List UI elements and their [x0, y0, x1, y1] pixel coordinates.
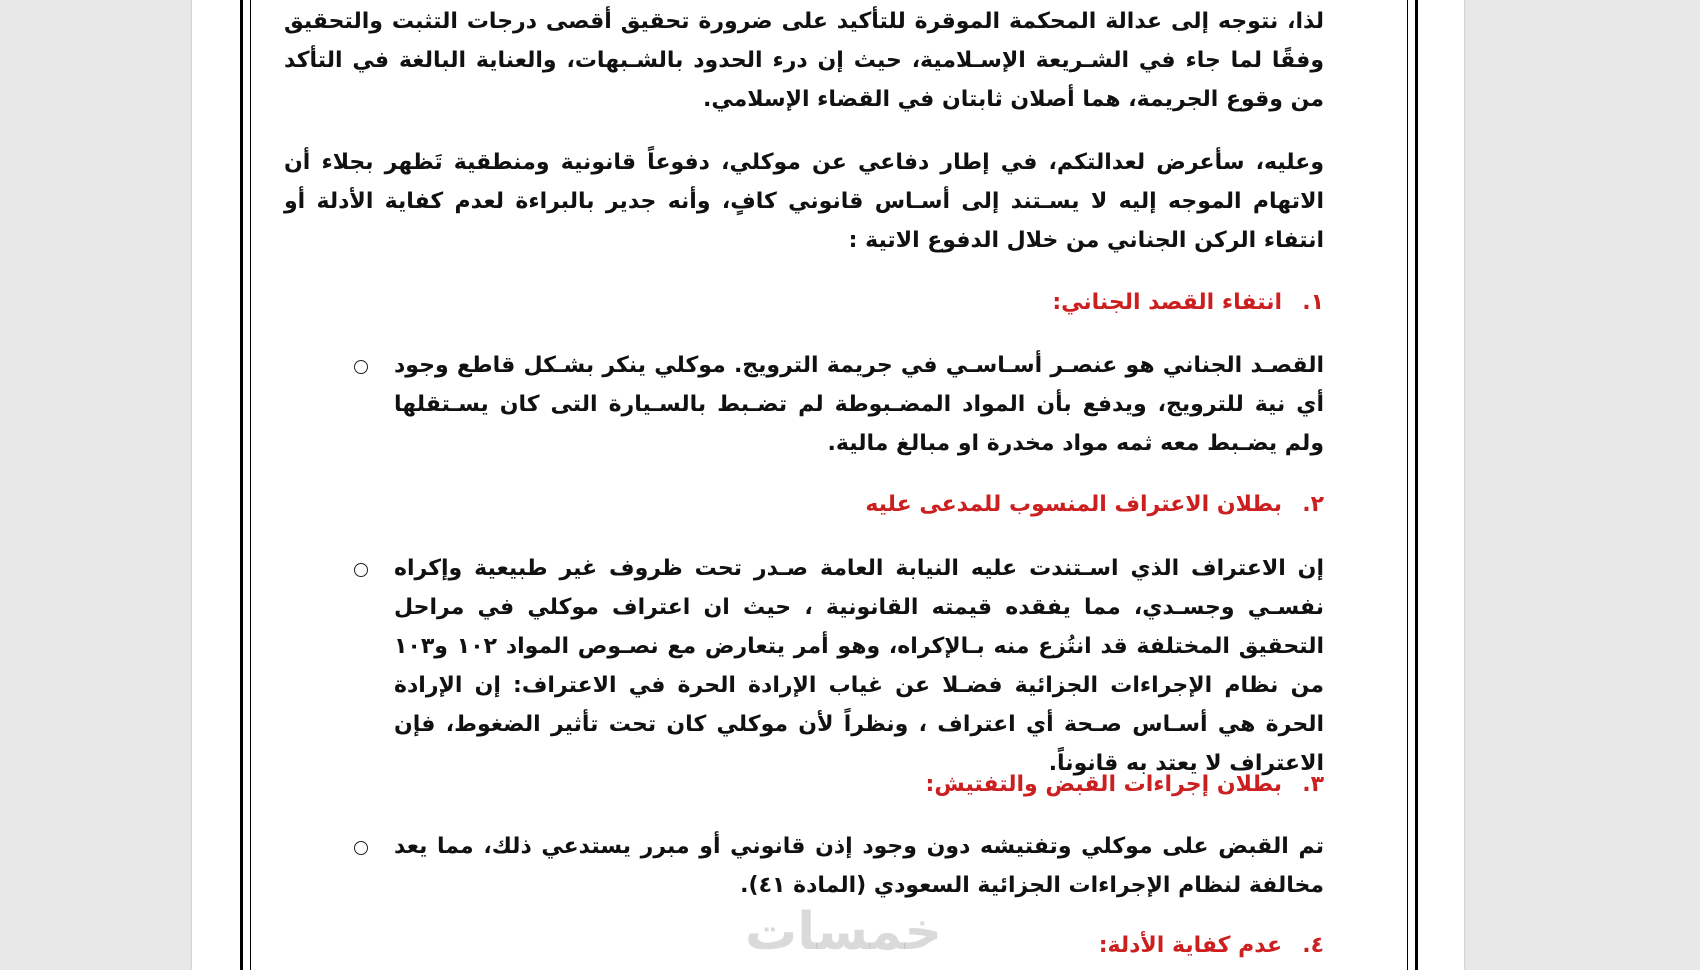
section-title: عدم كفاية الأدلة:	[1098, 933, 1282, 958]
section-number: ٣.	[1302, 772, 1324, 797]
second-paragraph: وعليه، سأعرض لعدالتكم، في إطار دفاعي عن موكلي، دفوعاً قانونية ومنطقية تَظهر بجلاء أن الاتهام الموجه إليه لا يسـتند إلى أسـاس قانوني كافٍ، وأنه جدير بالبراءة لعدم كفاية الأدلة أو انتفاء الركن الجناني من خلال الدفوع الاتية :	[284, 150, 1324, 253]
section-heading-3	[926, 767, 1324, 803]
circle-bullet-icon	[284, 549, 394, 783]
section-number: ٢.	[1302, 492, 1324, 517]
list-item	[284, 549, 1324, 783]
section-number: ١.	[1302, 290, 1324, 315]
section-number: ٤.	[1302, 933, 1324, 958]
list-item	[284, 827, 1324, 905]
section-heading-4	[1099, 928, 1324, 964]
section-title: بطلان إجراءات القبض والتفتيش:	[925, 772, 1282, 797]
section-heading-2	[865, 487, 1324, 523]
circle-bullet-icon	[284, 346, 394, 463]
watermark-logo: خمسات	[745, 902, 943, 962]
document-page	[192, 0, 1464, 970]
section-heading-1	[1052, 285, 1324, 321]
intro-paragraph: لذا، نتوجه إلى عدالة المحكمة الموقرة للتأكيد على ضرورة تحقيق أقصى درجات التثبت والتحقيق وفقًا لما جاء في الشـريعة الإسـلامية، حيث إن درء الحدود بالشـبهات، والعناية البالغة في التأكد من وقوع الجريمة، هما أصلان ثابتان في القضاء الإسلامي.	[284, 9, 1324, 112]
bullet-text: تم القبض على موكلي وتفتيشه دون وجود إذن قانوني أو مبرر يستدعي ذلك، مما يعد مخالفة لنظام الإجراءات الجزائية السعودي (المادة ٤١).	[394, 834, 1324, 898]
section-title: انتفاء القصد الجناني:	[1052, 290, 1282, 315]
list-item	[284, 346, 1324, 463]
section-title: بطلان الاعتراف المنسوب للمدعى عليه	[865, 492, 1282, 517]
bullet-text: القصـد الجناني هو عنصـر أسـاسـي في جريمة الترويج. موكلي ينكر بشـكل قاطع وجود أي نية للترويج، ويدفع بأن المواد المضـبوطة لم تضـبط بالسـيارة التى كان يسـتقلها ولم يضـبط معه ثمه مواد مخدرة او مبالغ مالية.	[394, 353, 1324, 456]
circle-bullet-icon	[284, 827, 394, 905]
bullet-text: إن الاعتراف الذي اسـتندت عليه النيابة العامة صـدر تحت ظروف غير طبيعية وإكراه نفسـي وجسـدي، مما يفقده قيمته القانونية ، حيث ان اعتراف موكلي في مراحل التحقيق المختلفة قد انتُزع منه بـالإكراه، وهو أمر يتعارض مع نصـوص المواد ١٠٢ و١٠٣ من نظام الإجراءات الجزائية فضـلا عن غياب الإرادة الحرة في الاعتراف: إن الإرادة الحرة هي أسـاس صـحة أي اعتراف ، ونظراً لأن موكلي كان تحت تأثير الضغوط، فإن الاعتراف لا يعتد به قانوناً.	[394, 556, 1324, 776]
